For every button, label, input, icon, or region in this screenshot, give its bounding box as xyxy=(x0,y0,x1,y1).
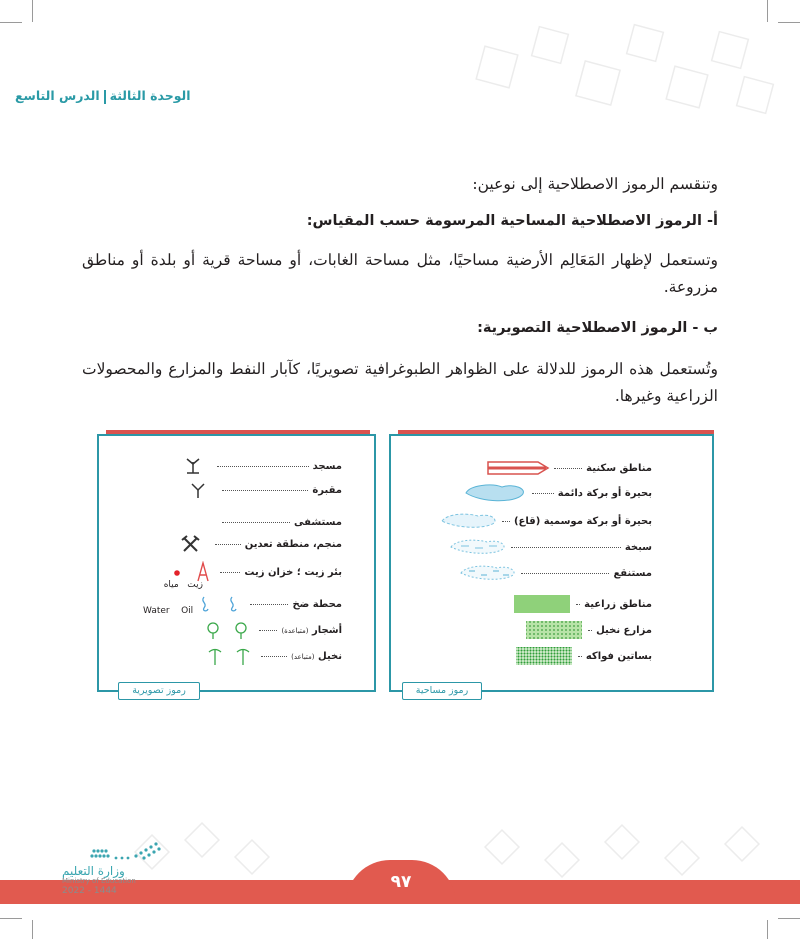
marsh-symbol xyxy=(457,563,517,583)
legend-label: بساتين فواكه xyxy=(585,650,652,662)
legend-item-sabkha xyxy=(447,537,652,557)
legend-item-pump-station xyxy=(190,594,342,614)
water-label-ar: مياه xyxy=(163,580,179,590)
legend-item-permanent-lake xyxy=(462,483,652,503)
areal-legend-box xyxy=(389,434,714,692)
crop-mark xyxy=(0,918,22,919)
tree-icon xyxy=(199,620,255,640)
leader-dots xyxy=(261,656,287,657)
oil-water-labels-ar xyxy=(143,580,203,590)
legend-item-palms xyxy=(201,646,342,666)
legend-item-palm-farms xyxy=(524,620,652,640)
hospital-crescent-icon xyxy=(178,512,218,532)
crop-mark xyxy=(0,22,22,23)
palms-note: (متباعد) xyxy=(291,652,315,661)
decorative-pattern xyxy=(130,820,800,880)
legend-label: سبخة xyxy=(624,541,652,553)
oil-label-en: Oil xyxy=(181,606,194,616)
crop-mark xyxy=(32,0,33,22)
ministry-name-ar: وزارة التعليم xyxy=(62,864,125,878)
legend-label: مستنقع xyxy=(613,567,652,579)
leader-dots xyxy=(578,656,582,657)
seasonal-lake-symbol xyxy=(438,511,498,531)
oil-label-ar: زيت xyxy=(187,580,203,590)
running-header xyxy=(15,88,255,104)
water-label-en: Water xyxy=(143,606,170,616)
pictorial-legend-tab: رموز تصويرية xyxy=(118,682,200,700)
water-oil-labels-en xyxy=(143,606,203,616)
palm-farm-symbol xyxy=(524,620,584,640)
leader-dots xyxy=(511,547,621,548)
pictorial-legend-box xyxy=(97,434,376,692)
legend-item-mosque xyxy=(173,456,342,476)
legend-item-agricultural xyxy=(512,594,652,614)
legend-item-residential xyxy=(486,458,652,478)
legend-label: مستشفى xyxy=(294,516,342,528)
page-number: ٩٧ xyxy=(346,860,456,904)
legend-item-marsh xyxy=(457,563,652,583)
ministry-name-en: Ministry of Education xyxy=(62,877,136,885)
legend-label: بحيرة أو بركة دائمة xyxy=(557,487,652,499)
legend-label: منجم، منطقة تعدين xyxy=(244,538,342,550)
mosque-icon xyxy=(173,456,213,476)
agricultural-area-symbol xyxy=(512,594,572,614)
legend-label: بئر زيت ؛ خزان زيت xyxy=(244,566,342,578)
crop-mark xyxy=(767,0,768,22)
trees-label: أشجار xyxy=(312,624,342,636)
trees-note: (متباعدة) xyxy=(281,626,309,635)
section-b-text: وتُستعمل هذه الرموز للدلالة على الظواهر الطبوغرافية تصويريًا، كآبار النفط والمزارع والمحصولات الزراعية وغيرها. xyxy=(82,360,718,405)
legend-label: مقبرة xyxy=(312,484,342,496)
permanent-lake-symbol xyxy=(462,483,528,503)
mine-icon xyxy=(171,534,211,554)
legend-label: مسجد xyxy=(312,460,342,472)
legend-item-hospital xyxy=(178,512,342,532)
section-a-title: أ- الرموز الاصطلاحية المساحية المرسومة حسب المقياس: xyxy=(306,213,718,229)
legend-label xyxy=(291,651,342,662)
legend-item-oil-well xyxy=(160,562,342,582)
sabkha-symbol xyxy=(447,537,507,557)
palm-icon xyxy=(201,646,257,666)
intro-text: وتنقسم الرموز الاصطلاحية إلى نوعين: xyxy=(472,175,718,193)
leader-dots xyxy=(222,522,290,523)
leader-dots xyxy=(502,521,510,522)
legend-label: مناطق زراعية xyxy=(584,598,652,610)
legend-label: بحيرة أو بركة موسمية (قاع) xyxy=(513,515,652,527)
leader-dots xyxy=(220,572,240,573)
unit-title: الوحدة الثالثة xyxy=(109,88,191,103)
legend-item-cemetery xyxy=(178,480,342,500)
leader-dots xyxy=(532,493,554,494)
legend-item-seasonal-lake xyxy=(438,511,652,531)
decorative-pattern xyxy=(440,20,800,130)
leader-dots xyxy=(588,630,592,631)
legend-label xyxy=(281,625,342,636)
ministry-logo-icon xyxy=(86,838,166,864)
header-separator xyxy=(104,90,106,104)
section-b-title: ب - الرموز الاصطلاحية التصويرية: xyxy=(477,320,718,336)
areal-legend-tab: رموز مساحية xyxy=(402,682,482,700)
leader-dots xyxy=(217,466,309,467)
lesson-title: الدرس التاسع xyxy=(15,88,100,103)
legend-label: محطة ضخ xyxy=(292,598,342,610)
leader-dots xyxy=(521,573,609,574)
crop-mark xyxy=(767,920,768,939)
leader-dots xyxy=(259,630,277,631)
cemetery-icon xyxy=(178,480,218,500)
crop-mark xyxy=(778,918,800,919)
section-a-text: وتستعمل لإظهار المَعَالِم الأرضية مساحيًا، مثل مساحة الغابات، أو مساحة قرية أو بلدة أو مناطق مزروعة. xyxy=(82,251,718,296)
legend-item-mine xyxy=(171,534,342,554)
leader-dots xyxy=(215,544,241,545)
edition-year: 2022 - 1444 xyxy=(62,886,117,896)
legend-label: مناطق سكنية xyxy=(586,462,652,474)
palms-label: نخيل xyxy=(318,650,342,662)
residential-area-symbol xyxy=(486,458,550,478)
leader-dots xyxy=(222,490,308,491)
orchard-symbol xyxy=(514,646,574,666)
leader-dots xyxy=(554,468,582,469)
legend-item-orchards xyxy=(514,646,652,666)
crop-mark xyxy=(32,920,33,939)
ministry-block xyxy=(62,866,136,897)
legend-item-trees xyxy=(199,620,342,640)
leader-dots xyxy=(250,604,288,605)
legend-label: مزارع نخيل xyxy=(596,624,652,636)
leader-dots xyxy=(576,604,580,605)
